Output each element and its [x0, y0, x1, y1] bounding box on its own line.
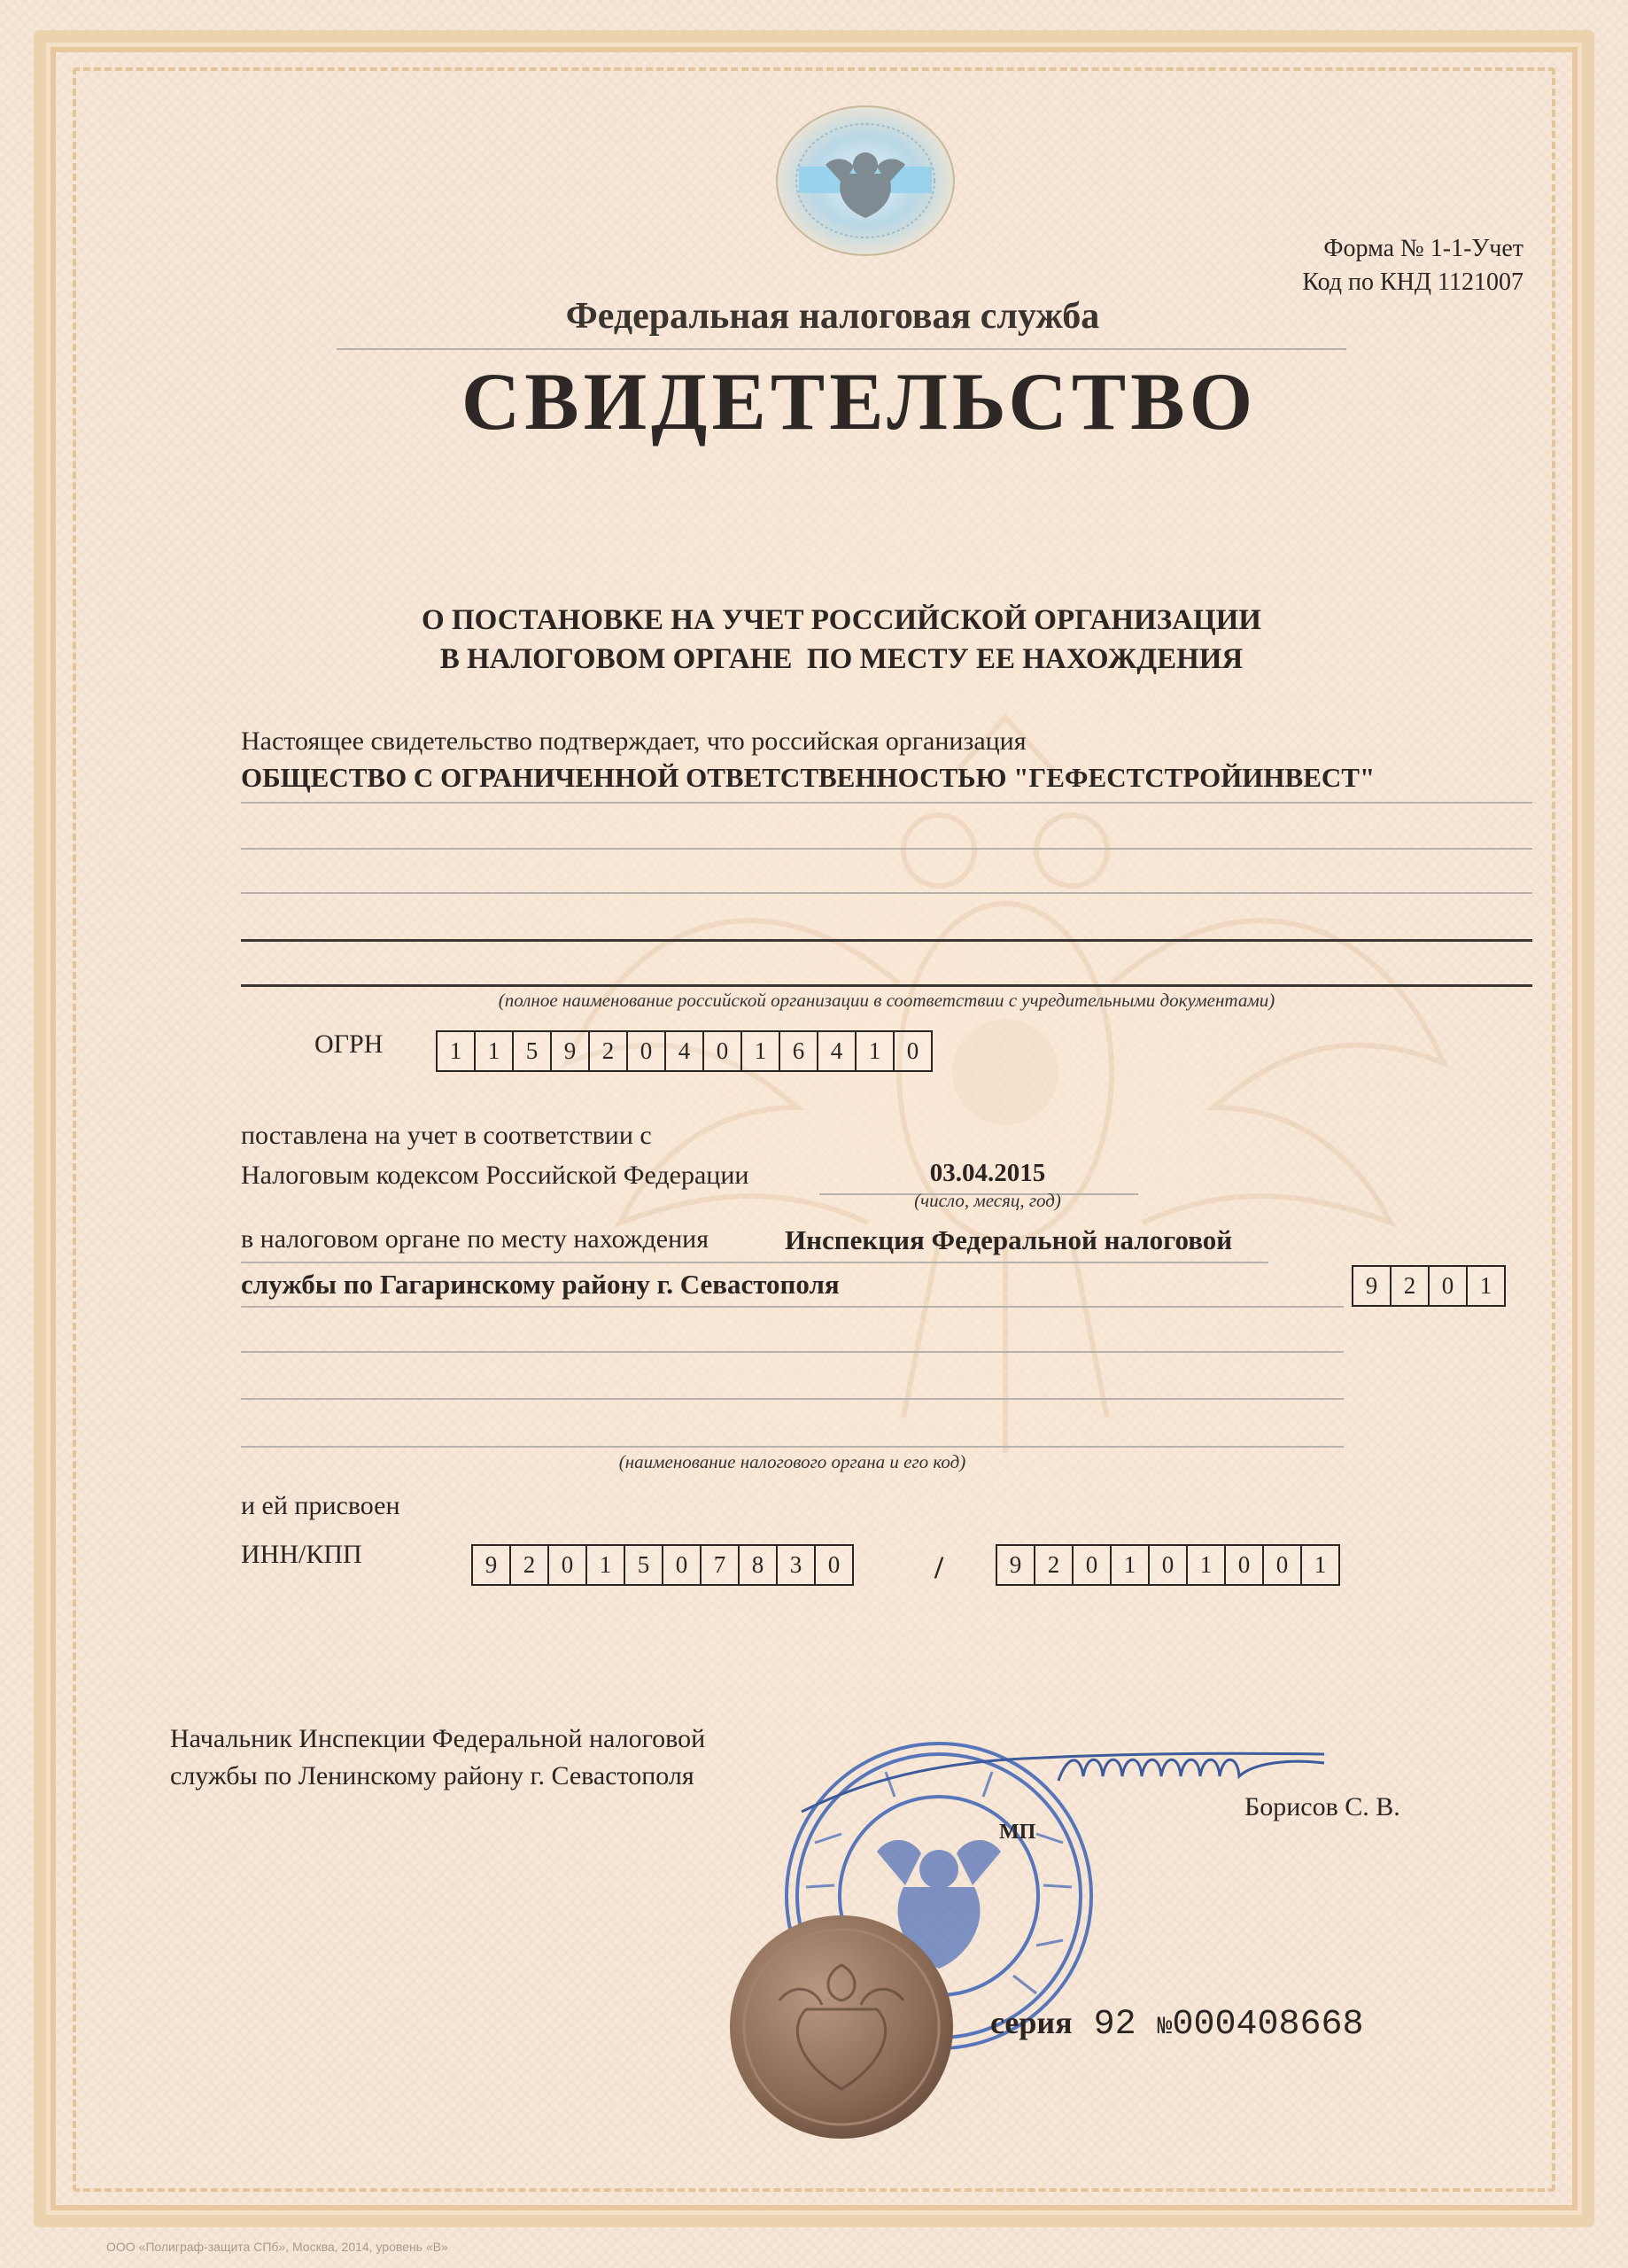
tax-authority-code-digit: 9 [1365, 1272, 1378, 1299]
inn-digit-boxes [471, 1544, 854, 1586]
stamp-place-mark: МП [999, 1821, 1036, 1844]
kpp-digit: 0 [1072, 1546, 1110, 1584]
ogrn-digit: 6 [779, 1032, 817, 1070]
signatory-position-line-2: службы по Ленинскому району г. Севастополя [170, 1761, 694, 1790]
series-label: серия [990, 2005, 1073, 2040]
authority-line-5 [241, 1446, 1344, 1448]
inn-kpp-label: ИНН/КПП [241, 1540, 362, 1569]
name-line-5 [241, 984, 1532, 987]
ogrn-digit: 0 [893, 1032, 931, 1070]
tax-authority-code-boxes [1352, 1265, 1506, 1307]
ogrn-digit: 0 [626, 1032, 664, 1070]
name-line-2 [241, 848, 1532, 850]
signatory-position-line-1: Начальник Инспекции Федеральной налоговой [170, 1724, 706, 1753]
registration-date: 03.04.2015 [929, 1159, 1046, 1187]
inn-digit: 1 [585, 1546, 624, 1584]
handwritten-signature [793, 1728, 1342, 1834]
registration-line-3: в налоговом органе по месту нахождения [241, 1224, 709, 1254]
ogrn-digit: 4 [664, 1032, 702, 1070]
inn-digit: 3 [776, 1546, 814, 1584]
ogrn-digit: 1 [855, 1032, 893, 1070]
inn-digit: 9 [485, 1551, 498, 1578]
kpp-digit: 0 [1262, 1546, 1300, 1584]
date-caption: (число, месяц, год) [914, 1190, 1061, 1211]
double-headed-eagle-watermark [496, 691, 1515, 1488]
divider [337, 348, 1346, 350]
document-title: СВИДЕТЕЛЬСТВО [461, 356, 1258, 447]
inn-digit: 2 [509, 1546, 547, 1584]
ogrn-digit: 1 [740, 1032, 779, 1070]
form-number: Форма № 1-1-Учет [1323, 235, 1523, 262]
ogrn-digit: 0 [702, 1032, 740, 1070]
ogrn-digit: 4 [817, 1032, 855, 1070]
ogrn-digit: 1 [474, 1032, 512, 1070]
registration-line-2: Налоговым кодексом Российской Федерации [241, 1161, 749, 1190]
series-number: 000408668 [1172, 2005, 1364, 2045]
printer-note: ООО «Полиграф-защита СПб», Москва, 2014, уровень «В» [106, 2240, 448, 2254]
kpp-digit: 1 [1110, 1546, 1148, 1584]
inn-digit: 0 [814, 1546, 852, 1584]
ogrn-digit: 2 [588, 1032, 626, 1070]
name-line-3 [241, 892, 1532, 894]
name-line-4 [241, 939, 1532, 942]
agency-name: Федеральная налоговая служба [565, 296, 1100, 337]
ogrn-digit: 5 [512, 1032, 550, 1070]
authority-line-2 [241, 1306, 1344, 1308]
subtitle-line-2: В НАЛОГОВОМ ОРГАНЕ ПО МЕСТУ ЕЕ НАХОЖДЕНИЯ [439, 643, 1244, 675]
authority-line-4 [241, 1398, 1344, 1400]
ogrn-digit: 1 [449, 1037, 462, 1064]
embossed-seal [726, 1912, 957, 2142]
organization-name: ОБЩЕСТВО С ОГРАНИЧЕННОЙ ОТВЕТСТВЕННОСТЬЮ "ГЕФЕСТСТРОЙИНВЕСТ" [241, 762, 1376, 793]
authority-line-1 [241, 1262, 1268, 1263]
kpp-digit-boxes [996, 1544, 1340, 1586]
assignment-label: и ей присвоен [241, 1491, 400, 1520]
series-region: 92 [1093, 2005, 1136, 2045]
tax-authority-part-2: службы по Гагаринскому району г. Севастополя [241, 1269, 840, 1300]
name-line-1 [241, 802, 1532, 804]
inn-digit: 0 [662, 1546, 700, 1584]
inn-digit: 0 [547, 1546, 585, 1584]
tax-authority-code-digit: 0 [1428, 1267, 1466, 1305]
registration-line-1: поставлена на учет в соответствии с [241, 1121, 652, 1150]
knd-code: Код по КНД 1121007 [1302, 268, 1523, 296]
kpp-digit: 2 [1034, 1546, 1072, 1584]
kpp-digit: 0 [1224, 1546, 1262, 1584]
inn-digit: 8 [738, 1546, 776, 1584]
number-sign: № [1157, 2014, 1173, 2041]
ogrn-digit: 9 [550, 1032, 588, 1070]
tax-authority-part-1: Инспекция Федеральной налоговой [785, 1224, 1233, 1255]
organization-name-caption: (полное наименование российской организации в соответствии с учредительными документами) [498, 990, 1275, 1011]
inn-kpp-separator: / [934, 1550, 944, 1585]
inn-digit: 5 [624, 1546, 662, 1584]
authority-line-3 [241, 1351, 1344, 1353]
kpp-digit: 1 [1186, 1546, 1224, 1584]
tax-authority-code-digit: 2 [1390, 1267, 1428, 1305]
ogrn-digit-boxes [436, 1030, 933, 1072]
signatory-name: Борисов С. В. [1244, 1792, 1400, 1821]
intro-text: Настоящее свидетельство подтверждает, что российская организация [241, 726, 1027, 756]
kpp-digit: 1 [1300, 1546, 1338, 1584]
ogrn-label: ОГРН [314, 1029, 384, 1059]
hologram-emblem [772, 103, 958, 259]
kpp-digit: 9 [1009, 1551, 1022, 1578]
tax-authority-code-digit: 1 [1466, 1267, 1504, 1305]
subtitle-line-1: О ПОСТАНОВКЕ НА УЧЕТ РОССИЙСКОЙ ОРГАНИЗАЦИИ [422, 604, 1261, 636]
tax-authority-caption: (наименование налогового органа и его код) [618, 1451, 966, 1472]
inn-digit: 7 [700, 1546, 738, 1584]
kpp-digit: 0 [1148, 1546, 1186, 1584]
